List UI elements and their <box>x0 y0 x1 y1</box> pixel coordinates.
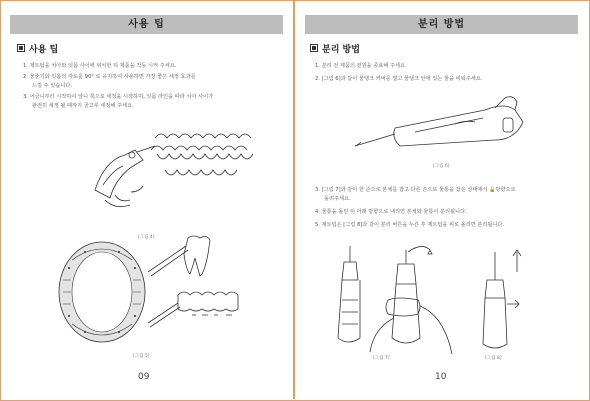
figure-7-separate-tank <box>330 240 460 358</box>
right-step-2: 2. [그림 6]과 같이 물탱크 커버를 열고 물탱크 안에 있는 물을 비워주세요. <box>315 76 483 82</box>
right-step-5: 5. 제트팁은 [그림 8]과 같이 분리 버튼을 누른 후 제트팁을 위로 올리면 분리됩니다. <box>315 222 505 228</box>
right-banner: 분리 방법 <box>305 15 578 34</box>
left-step-3: 3. 어금니부터 시작하여 앞니 쪽으로 세정을 시작하며, 잇몸 라인을 따라 치아 사이가 <box>23 94 214 100</box>
figure-6-device-open-tank <box>355 88 535 156</box>
figure-4-teeth-irrigator <box>85 120 265 215</box>
figure-5-dental-arch <box>55 240 150 345</box>
caption-figure-8: [그림 8] <box>485 356 502 361</box>
caption-figure-4: [그림 4] <box>138 235 155 240</box>
caption-figure-6: [그림 6] <box>433 164 450 169</box>
right-step-4: 4. 물통을 돌린 뒤 아래 방향으로 내리면 본체와 물통이 분리됩니다. <box>315 209 467 215</box>
caption-figure-5: [그림 5] <box>133 354 150 359</box>
figure-5-teeth-row <box>148 285 258 330</box>
figure-8-remove-tip <box>471 248 531 352</box>
right-step-3-cont: 돌려주세요. <box>324 196 351 202</box>
page-number-left: 09 <box>138 372 150 382</box>
left-section-title: 사용 팁 <box>17 42 58 55</box>
left-page <box>0 0 293 399</box>
right-step-1: 1. 분리 전 제품의 전원을 종료해 주세요. <box>315 63 407 69</box>
left-banner: 사용 팁 <box>10 15 283 34</box>
section-square-icon <box>310 44 318 52</box>
caption-figure-7: [그림 7] <box>373 356 390 361</box>
right-section-title: 분리 방법 <box>310 42 360 55</box>
right-step-3: 3. [그림 7]과 같이 한 손으로 본체를 잡고 다른 손으로 물통을 잡은 상태에서 🔓방향으로 <box>315 187 516 193</box>
figure-5-single-tooth <box>148 232 218 282</box>
right-page <box>295 0 588 399</box>
section-square-icon <box>17 44 25 52</box>
left-step-2: 2. 물줄기와 잇몸의 각도를 90° 로 유지하여 사용하면 가장 좋은 세정 효과를 <box>23 74 196 80</box>
page-number-right: 10 <box>435 372 447 382</box>
left-step-1: 1. 제트팁을 치아와 잇몸 사이에 위치한 뒤 제품을 작동 시켜 주세요. <box>23 63 177 69</box>
left-step-2-cont: 느낄 수 있습니다. <box>32 83 73 89</box>
left-step-3-cont: 완전히 세정 될 때까지 골고루 세정해 주세요. <box>32 103 134 109</box>
